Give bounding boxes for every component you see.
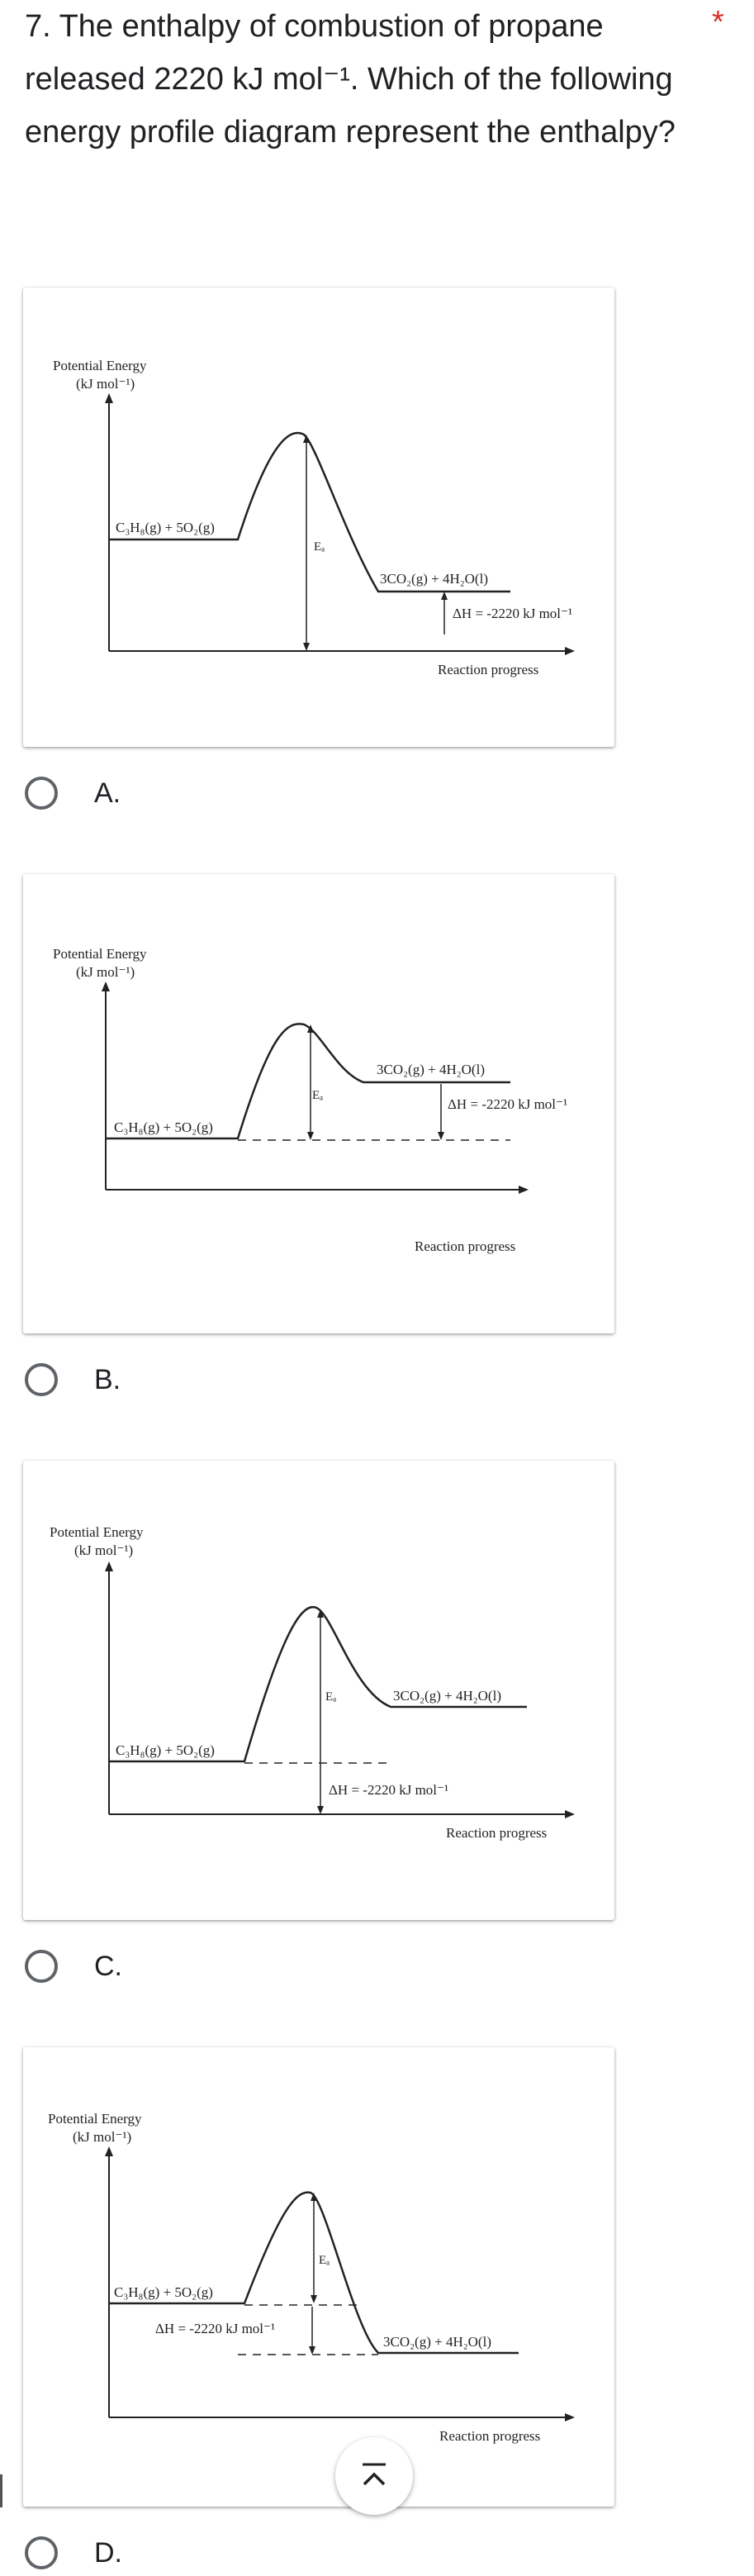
question-body: The enthalpy of combustion of propane released 2220 kJ mol⁻¹. Which of the following energy profile diagram represent the enthalpy?: [25, 9, 676, 150]
y-axis-label-1: Potential Energy: [53, 358, 147, 373]
reactants-label: C₃H₈(g) + 5O₂(g): [114, 1119, 213, 1135]
option-c[interactable]: [25, 1943, 122, 1989]
reactants-label: C₃H₈(g) + 5O₂(g): [114, 2284, 213, 2300]
products-label: 3CO₂(g) + 4H₂O(l): [380, 571, 488, 587]
enthalpy-label: ΔH = -2220 kJ mol⁻¹: [448, 1096, 568, 1112]
y-axis-label-2: (kJ mol⁻¹): [74, 1542, 134, 1558]
energy-diagram-d: [23, 2047, 614, 2507]
y-axis-label-1: Potential Energy: [48, 2111, 142, 2127]
activation-label: Eₐ: [319, 2254, 330, 2267]
products-label: 3CO₂(g) + 4H₂O(l): [383, 2334, 491, 2350]
radio-c[interactable]: [25, 1950, 58, 1983]
x-axis-label: Reaction progress: [446, 1825, 548, 1841]
energy-diagram-b: [23, 874, 614, 1333]
option-b[interactable]: [25, 1357, 121, 1403]
reactants-label: C₃H₈(g) + 5O₂(g): [116, 1742, 215, 1758]
activation-label: Eₐ: [314, 540, 325, 554]
question-text: [25, 0, 702, 159]
option-d-label: D.: [94, 2536, 122, 2569]
y-axis-label-2: (kJ mol⁻¹): [73, 2129, 132, 2145]
y-axis-label-1: Potential Energy: [53, 946, 147, 962]
products-label: 3CO₂(g) + 4H₂O(l): [377, 1062, 485, 1077]
y-axis-label-2: (kJ mol⁻¹): [76, 376, 135, 392]
option-d[interactable]: [25, 2530, 122, 2576]
radio-b[interactable]: [25, 1363, 58, 1396]
diagram-card-d: [23, 2047, 614, 2507]
energy-diagram-a: [23, 288, 614, 747]
required-asterisk: *: [712, 5, 724, 40]
reactants-label: C₃H₈(g) + 5O₂(g): [116, 520, 215, 535]
diagram-card-a: [23, 288, 614, 747]
diagram-card-b: [23, 874, 614, 1333]
scroll-edge-indicator: [0, 2474, 2, 2507]
enthalpy-label: ΔH = -2220 kJ mol⁻¹: [155, 2321, 276, 2336]
option-a-label: A.: [94, 777, 121, 809]
energy-diagram-c: [23, 1461, 614, 1920]
enthalpy-label: ΔH = -2220 kJ mol⁻¹: [453, 606, 573, 621]
activation-label: Eₐ: [325, 1690, 337, 1704]
x-axis-label: Reaction progress: [438, 662, 539, 677]
scroll-to-top-button[interactable]: [335, 2437, 413, 2515]
radio-a[interactable]: [25, 777, 58, 810]
x-axis-label: Reaction progress: [439, 2428, 541, 2444]
option-a[interactable]: [25, 770, 121, 816]
chevron-up-icon: [358, 2460, 391, 2493]
diagram-card-c: [23, 1461, 614, 1920]
enthalpy-label: ΔH = -2220 kJ mol⁻¹: [329, 1782, 449, 1798]
option-b-label: B.: [94, 1363, 121, 1395]
radio-d[interactable]: [25, 2536, 58, 2569]
y-axis-label-1: Potential Energy: [50, 1524, 144, 1540]
y-axis-label-2: (kJ mol⁻¹): [76, 964, 135, 980]
products-label: 3CO₂(g) + 4H₂O(l): [393, 1688, 501, 1704]
x-axis-label: Reaction progress: [415, 1238, 516, 1254]
activation-label: Eₐ: [312, 1089, 324, 1102]
question-number: 7.: [25, 9, 51, 44]
option-c-label: C.: [94, 1950, 122, 1982]
